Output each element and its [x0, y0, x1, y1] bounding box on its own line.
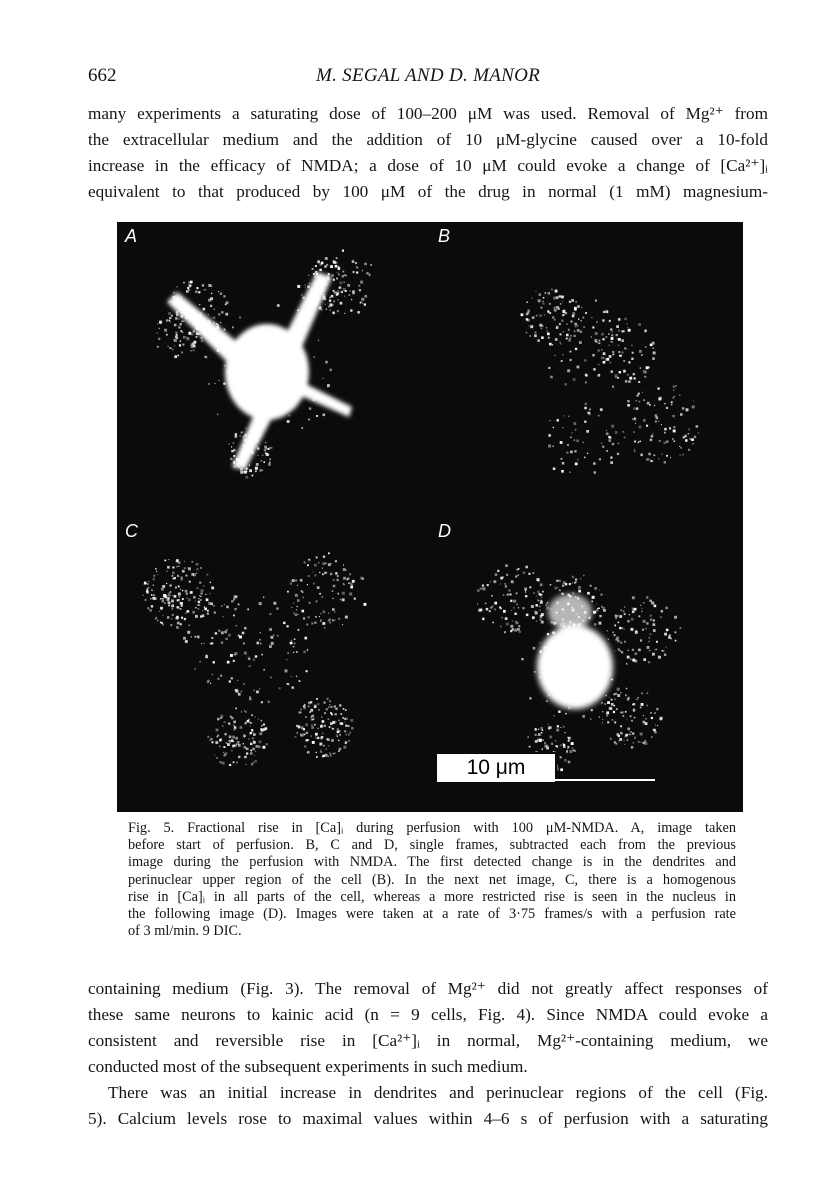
caption-line: the following image (D). Images were taken at a rate of 3·75 frames/s with a perfusion rate	[128, 906, 736, 923]
panel-label-b: B	[438, 226, 451, 246]
text-line: 5). Calcium levels rose to maximal values within 4–6 s of perfusion with a saturating	[88, 1109, 768, 1128]
panel-a-micrograph	[117, 222, 430, 517]
running-title-authors: M. SEGAL AND D. MANOR	[315, 65, 541, 86]
panel-b	[430, 222, 743, 517]
body-paragraph-2	[88, 1080, 768, 1132]
panel-c	[117, 517, 430, 812]
panel-b-micrograph	[430, 222, 743, 517]
panel-label-a: A	[125, 226, 138, 246]
panel-c-speckles	[143, 552, 367, 766]
figure-5-image	[117, 222, 743, 812]
panel-a	[117, 222, 430, 517]
text-line: consistent and reversible rise in [Ca²⁺]ᵢ in normal, Mg²⁺-containing medium, we	[88, 1031, 768, 1050]
scale-bar-line	[555, 779, 655, 781]
panel-label-d: D	[438, 521, 451, 541]
text-line: the extracellular medium and the addition of 10 μM-glycine caused over a 10-fold	[88, 130, 768, 149]
figure-caption	[128, 820, 736, 940]
text-line: containing medium (Fig. 3). The removal of Mg²⁺ did not greatly affect responses of	[88, 979, 768, 998]
page-number: 662	[88, 65, 117, 86]
caption-line: of 3 ml/min. 9 DIC.	[128, 923, 242, 940]
caption-line: Fig. 5. Fractional rise in [Ca]ᵢ during perfusion with 100 μM-NMDA. A, image taken	[128, 820, 736, 836]
running-header	[88, 65, 768, 93]
text-line: There was an initial increase in dendrites and perinuclear regions of the cell (Fig.	[108, 1083, 768, 1102]
text-line: increase in the efficacy of NMDA; a dose of 10 μM could evoke a change of [Ca²⁺]ᵢ	[88, 156, 768, 175]
body-paragraph-1	[88, 976, 768, 1080]
panel-c-micrograph	[117, 517, 430, 812]
text-line: these same neurons to kainic acid (n = 9 cells, Fig. 4). Since NMDA could evoke a	[88, 1005, 768, 1024]
caption-line: before start of perfusion. B, C and D, single frames, subtracted each from the previous	[128, 837, 736, 854]
text-line: equivalent to that produced by 100 μM of the drug in normal (1 mM) magnesium-	[88, 182, 768, 201]
caption-line: rise in [Ca]ᵢ in all parts of the cell, whereas a more restricted rise is seen in the nucleus in	[128, 888, 736, 905]
text-line: conducted most of the subsequent experiments in such medium.	[88, 1057, 528, 1076]
text-line: many experiments a saturating dose of 100–200 μM was used. Removal of Mg²⁺ from	[88, 104, 768, 123]
caption-line: perinuclear upper region of the cell (B). In the next net image, C, there is a homogenous	[128, 871, 736, 888]
panel-label-c: C	[125, 521, 138, 541]
panel-b-speckles	[521, 288, 699, 473]
caption-line: image during the perfusion with NMDA. The first detected change is in the dendrites and	[128, 854, 736, 871]
top-paragraph	[88, 101, 768, 205]
scale-bar-label: 10 μm	[435, 752, 557, 784]
